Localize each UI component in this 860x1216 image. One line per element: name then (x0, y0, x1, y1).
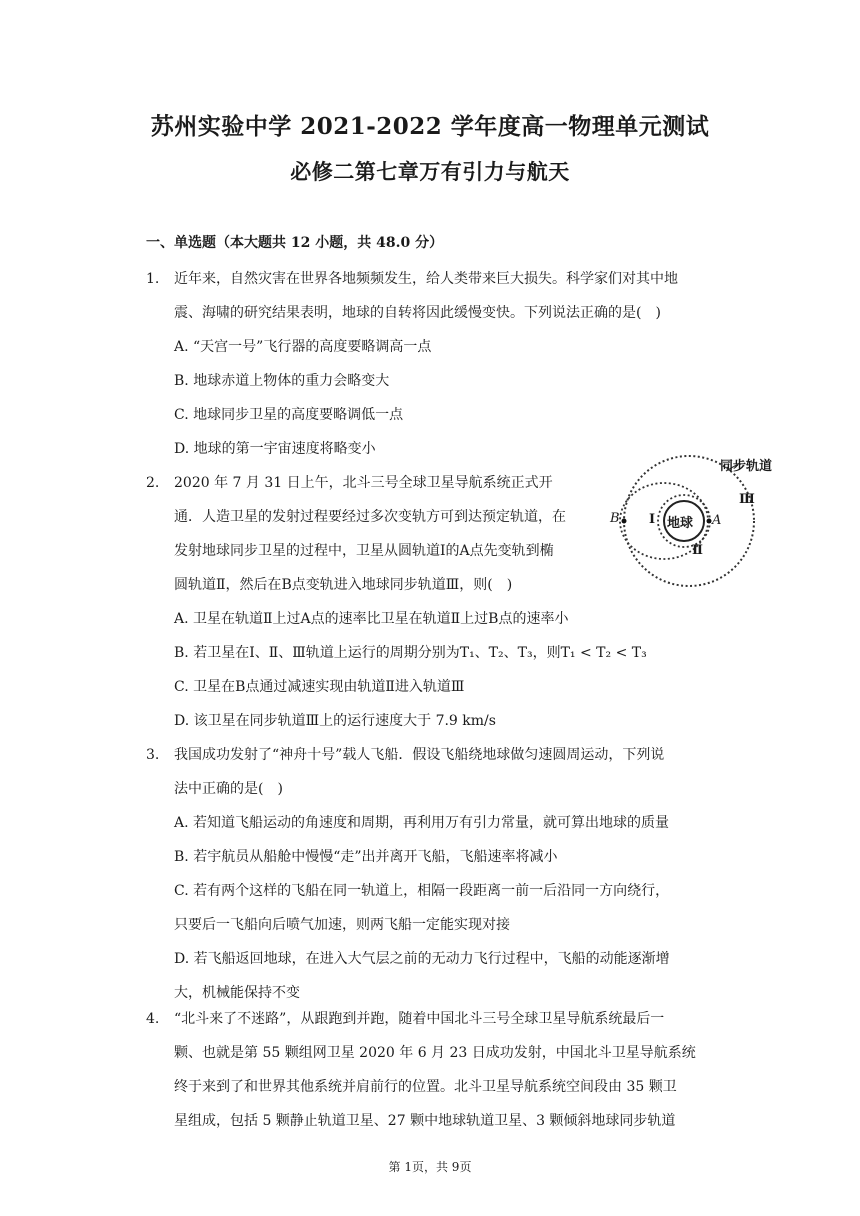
option-c-continued: 只要后一飞船向后喷气加速，则两飞船一定能实现对接 (174, 917, 510, 933)
question-text-line: 星组成，包括 5 颗静止轨道卫星、27 颗中地球轨道卫星、3 颗倾斜地球同步轨道 (174, 1113, 676, 1129)
question-text-line: 颗、也就是第 55 颗组网卫星 2020 年 6 月 23 日成功发射，中国北斗卫星导航系统 (174, 1045, 696, 1061)
option-d-continued: 大，机械能保持不变 (174, 985, 300, 1001)
point-a (707, 519, 712, 524)
label-orbit-ii: Ⅱ (692, 543, 703, 558)
label-earth: 地球 (667, 516, 694, 531)
option-a: A. “天宫一号”飞行器的高度要略调高一点 (174, 339, 432, 355)
question-text-line: 我国成功发射了“神舟十号”载人飞船．假设飞船绕地球做匀速圆周运动，下列说 (174, 747, 665, 763)
page-footer: 第 1页，共 9页 (388, 1160, 472, 1174)
question-1 (146, 262, 716, 466)
option-b: B. 若宇航员从船舱中慢慢“走”出并离开飞船，飞船速率将减小 (174, 849, 558, 865)
question-text-line: 2020 年 7 月 31 日上午，北斗三号全球卫星导航系统正式开 (174, 475, 553, 491)
question-text-line: 法中正确的是( ) (174, 781, 283, 797)
question-number: 2. (146, 475, 160, 491)
orbit-diagram-svg (604, 453, 784, 598)
option-d: D. 若飞船返回地球，在进入大气层之前的无动力飞行过程中，飞船的动能逐渐增 (174, 951, 670, 967)
label-point-a: A (712, 513, 722, 528)
option-a: A. 若知道飞船运动的角速度和周期，再利用万有引力常量，就可算出地球的质量 (174, 815, 670, 831)
option-c: C. 若有两个这样的飞船在同一轨道上，相隔一段距离一前一后沿同一方向绕行， (174, 883, 670, 899)
question-4 (146, 1002, 716, 1138)
question-text-line: 终于来到了和世界其他系统并肩前行的位置。北斗卫星导航系统空间段由 35 颗卫 (174, 1079, 677, 1095)
option-c: C. 卫星在B点通过减速实现由轨道Ⅱ进入轨道Ⅲ (174, 679, 465, 695)
label-orbit-iii: Ⅲ (739, 492, 755, 507)
section-heading: 一、单选题（本大题共 12 小题，共 48.0 分） (146, 235, 444, 251)
label-point-b: B (610, 511, 620, 526)
page-subtitle: 必修二第七章万有引力与航天 (290, 159, 570, 184)
question-3 (146, 738, 716, 1010)
question-number: 3. (146, 747, 160, 763)
question-text-line: 近年来，自然灾害在世界各地频频发生，给人类带来巨大损失。科学家们对其中地 (174, 271, 678, 287)
option-b: B. 地球赤道上物体的重力会略变大 (174, 373, 390, 389)
point-b (622, 519, 627, 524)
question-text-line: 发射地球同步卫星的过程中，卫星从圆轨道Ⅰ的A点先变轨到椭 (174, 543, 554, 559)
question-text-line: “北斗来了不迷路”，从跟跑到并跑，随着中国北斗三号全球卫星导航系统最后一 (174, 1011, 665, 1027)
question-text-line: 震、海啸的研究结果表明，地球的自转将因此缓慢变快。下列说法正确的是( ) (174, 305, 661, 321)
option-d: D. 地球的第一宇宙速度将略变小 (174, 441, 376, 457)
question-text-line: 通．人造卫星的发射过程要经过多次变轨方可到达预定轨道，在 (174, 509, 566, 525)
option-c: C. 地球同步卫星的高度要略调低一点 (174, 407, 404, 423)
option-b: B. 若卫星在Ⅰ、Ⅱ、Ⅲ轨道上运行的周期分别为T₁、T₂、T₃，则T₁ < T₂ < T₃ (174, 645, 647, 661)
orbit-diagram (604, 453, 784, 598)
label-orbit-i: Ⅰ (649, 512, 656, 527)
page-title: 苏州实验中学 2021-2022 学年度高一物理单元测试 (150, 113, 710, 140)
question-text-line: 圆轨道Ⅱ，然后在B点变轨进入地球同步轨道Ⅲ，则( ) (174, 577, 513, 593)
label-sync-orbit: 同步轨道 (720, 459, 773, 474)
question-number: 4. (146, 1011, 160, 1027)
option-a: A. 卫星在轨道Ⅱ上过A点的速率比卫星在轨道Ⅱ上过B点的速率小 (174, 611, 569, 627)
option-d: D. 该卫星在同步轨道Ⅲ上的运行速度大于 7.9 km/s (174, 713, 496, 729)
question-number: 1. (146, 271, 160, 287)
